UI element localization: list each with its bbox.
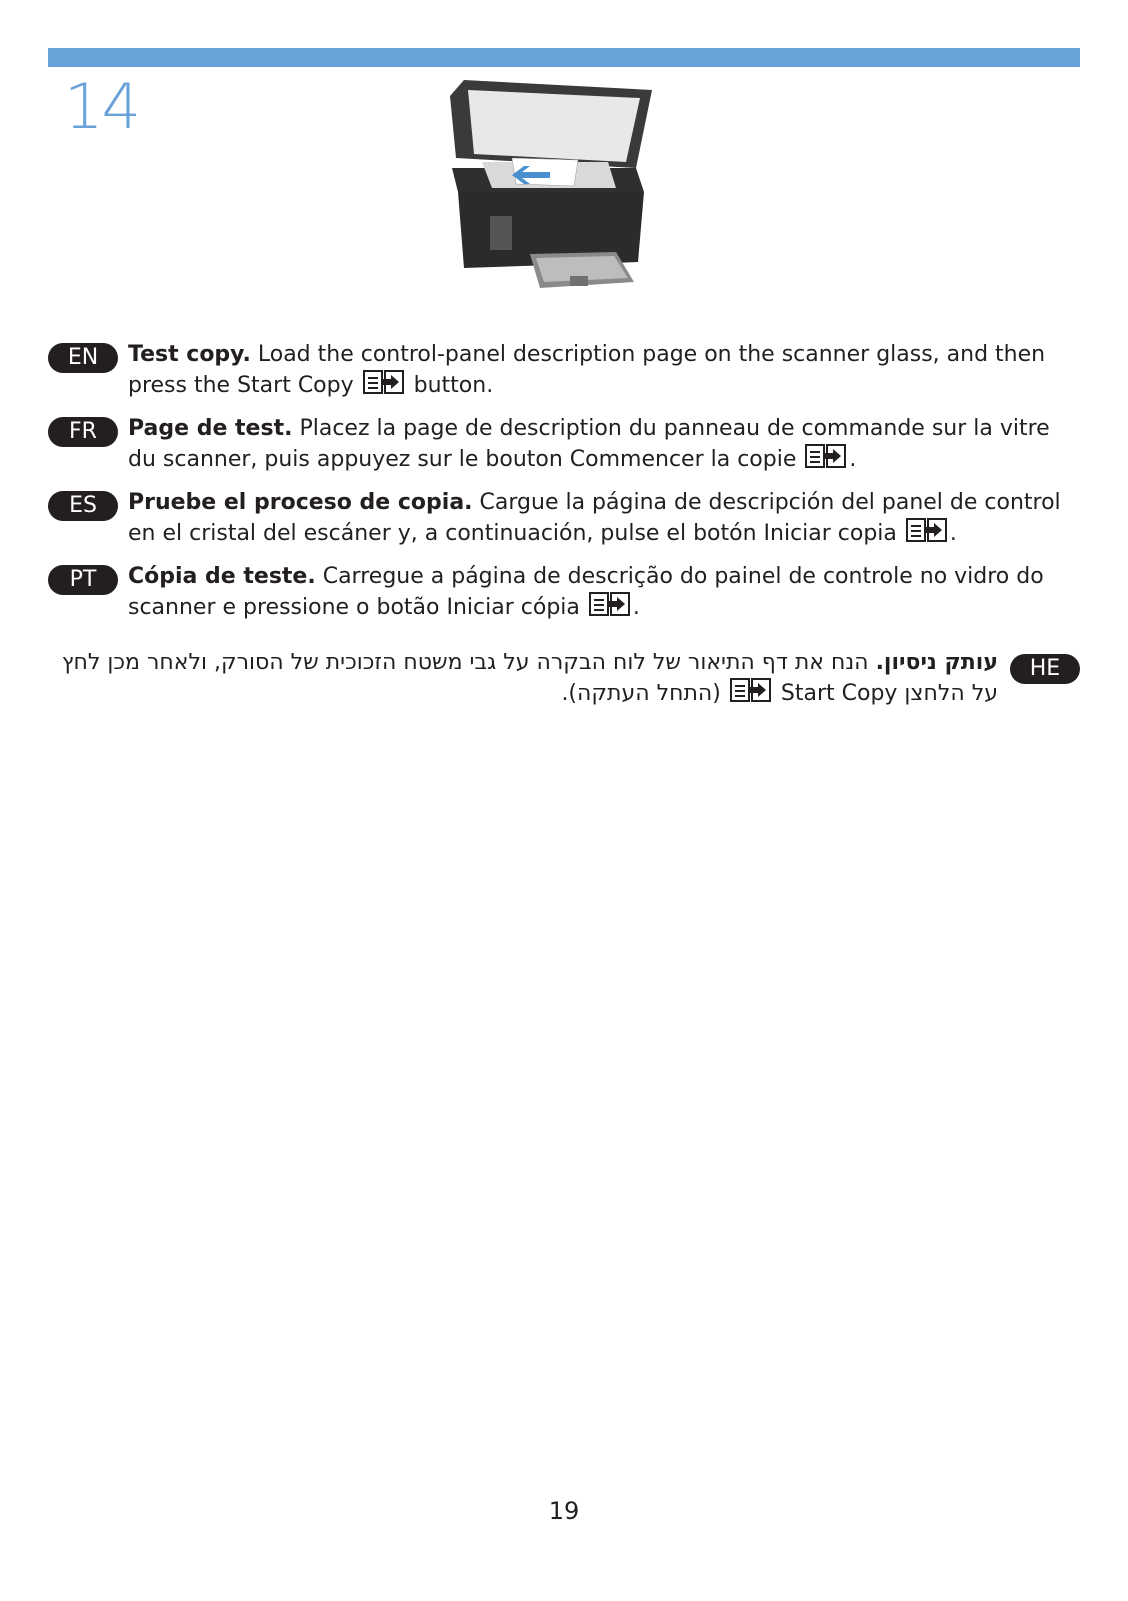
step-number: 14 <box>64 70 139 143</box>
start-copy-icon <box>906 518 948 542</box>
printer-illustration <box>430 76 670 308</box>
instruction-body: Load the control-panel description page on the scanner glass, and then press the Start Copy <box>128 342 1046 398</box>
instruction-body: Cargue la página de descripción del panel de control en el cristal del escáner y, a continuación, pulse el botón Iniciar copia <box>128 490 1061 546</box>
page-number: 19 <box>548 1497 580 1525</box>
instruction-after: . <box>632 595 640 620</box>
instruction-after: button. <box>413 373 494 398</box>
language-badge-es: ES <box>48 491 118 521</box>
instruction-text <box>128 414 1080 475</box>
start-copy-icon <box>589 592 631 616</box>
language-badge-en: EN <box>48 343 118 373</box>
instruction-title: Test copy. <box>128 342 251 367</box>
instruction-title: Page de test. <box>128 416 293 441</box>
instruction-title: Pruebe el proceso de copia. <box>128 490 473 515</box>
language-badge-fr: FR <box>48 417 118 447</box>
instruction-after: . <box>849 447 857 472</box>
language-badge-he: HE <box>1010 654 1080 684</box>
instruction-text <box>128 562 1080 623</box>
language-badge-pt: PT <box>48 565 118 595</box>
instruction-body: הנח את דף התיאור של לוח הבקרה על גבי משטח הזכוכית של הסורק, ולאחר מכן לחץ על הלחצן Start Copy <box>61 650 998 706</box>
instruction-after: . <box>949 521 957 546</box>
instruction-text <box>48 648 998 709</box>
instruction-title: עותק ניסיון. <box>875 650 998 675</box>
instruction-after: (התחל העתקה). <box>561 681 721 706</box>
instruction-body: Placez la page de description du panneau de commande sur la vitre du scanner, puis appuyez sur le bouton Commencer la copie <box>128 416 1050 472</box>
instruction-body: Carregue a página de descrição do painel de controle no vidro do scanner e pressione o botão Iniciar cópia <box>128 564 1044 620</box>
instruction-text <box>128 488 1080 549</box>
start-copy-icon <box>805 444 847 468</box>
start-copy-icon <box>363 370 405 394</box>
instruction-title: Cópia de teste. <box>128 564 316 589</box>
instruction-text <box>128 340 1080 401</box>
start-copy-icon <box>730 678 772 702</box>
header-bar <box>48 48 1080 67</box>
